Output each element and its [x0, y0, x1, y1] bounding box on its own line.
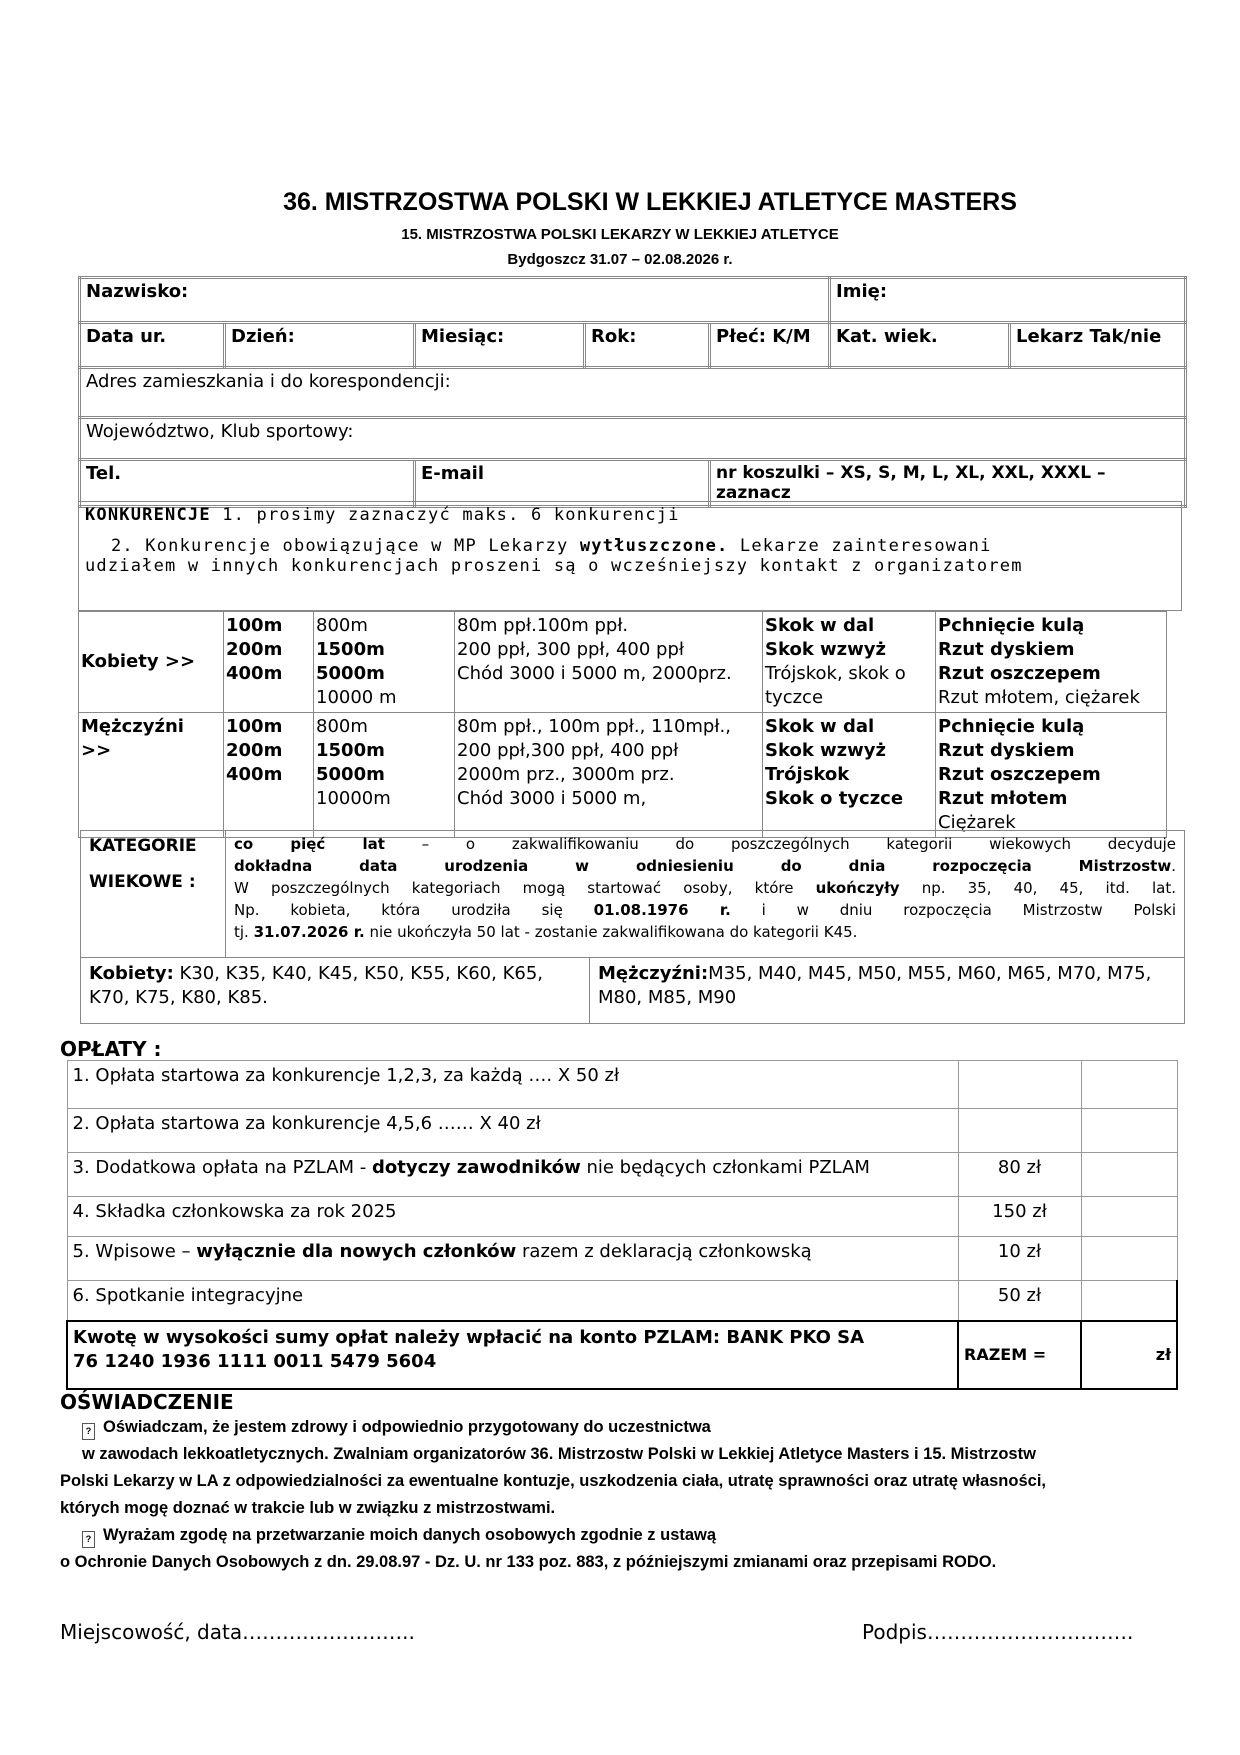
events-note-line1: 1. prosimy zaznaczyć maks. 6 konkurencji [210, 505, 680, 525]
sex-field[interactable]: Płeć: K/M [710, 323, 830, 368]
checkbox-icon[interactable]: ? [82, 1423, 95, 1440]
fee-row-6-amount: 50 zł [958, 1281, 1081, 1321]
phone-field[interactable]: Tel. [80, 460, 415, 507]
checkbox-icon[interactable]: ? [82, 1531, 95, 1548]
fee-row-2-amount[interactable] [958, 1109, 1081, 1153]
events-note-line2: 2. Konkurencje obowiązujące w MP Lekarzy [111, 536, 580, 556]
first-name-field[interactable]: Imię: [830, 278, 1186, 323]
fee-row-1: 1. Opłata startowa za konkurencje 1,2,3, za każdą …. X 50 zł [67, 1061, 958, 1109]
competitions-table [78, 611, 1167, 838]
women-label: Kobiety >> [79, 612, 224, 713]
fee-row-3-total[interactable] [1081, 1153, 1177, 1197]
men-jump-events[interactable]: Skok w dal Skok wzwyż Trójskok Skok o tyczce [763, 713, 936, 838]
declaration-heading: OŚWIADCZENIE [60, 1390, 234, 1414]
personal-data-table [78, 276, 1187, 508]
fees-table [66, 1060, 1178, 1390]
signature-field[interactable]: Podpis…………………………. [862, 1620, 1134, 1644]
fee-row-5-total[interactable] [1081, 1237, 1177, 1281]
total-label: RAZEM = [958, 1321, 1081, 1389]
fee-row-5: 5. Wpisowe – wyłącznie dla nowych członków razem z deklaracją członkowską [67, 1237, 958, 1281]
men-sprint-events[interactable]: 100m 200m 400m [224, 713, 314, 838]
category-lists-table [80, 957, 1185, 1024]
club-field[interactable]: Województwo, Klub sportowy: [80, 418, 1186, 460]
fee-row-6: 6. Spotkanie integracyjne [67, 1281, 958, 1321]
birth-date-label: Data ur. [80, 323, 225, 368]
women-distance-events[interactable]: 800m 1500m 5000m 10000 m [314, 612, 455, 713]
women-hurdles-walk-events[interactable]: 80m ppł.100m ppł. 200 ppł, 300 ppł, 400 ppł Chód 3000 i 5000 m, 2000prz. [455, 612, 763, 713]
surname-field[interactable]: Nazwisko: [80, 278, 830, 323]
fee-row-6-total[interactable] [1081, 1281, 1177, 1321]
fee-row-1-amount[interactable] [958, 1061, 1081, 1109]
fee-row-4-amount: 150 zł [958, 1197, 1081, 1237]
page-subtitle: 15. MISTRZOSTWA POLSKI LEKARZY W LEKKIEJ ATLETYCE [401, 226, 839, 243]
age-categories-table [80, 830, 1185, 958]
events-note-bold: wytłuszczone. [579, 536, 729, 556]
events-heading: KONKURENCJE [85, 505, 211, 525]
fee-row-4: 4. Składka członkowska za rok 2025 [67, 1197, 958, 1237]
bank-account-info: Kwotę w wysokości sumy opłat należy wpłacić na konto PZLAM: BANK PKO SA 76 1240 1936 1111 0011 5479 5604 [67, 1321, 958, 1389]
men-throw-events[interactable]: Pchnięcie kulą Rzut dyskiem Rzut oszczepem Rzut młotem Ciężarek [936, 713, 1167, 838]
total-field[interactable]: zł [1081, 1321, 1177, 1389]
women-throw-events[interactable]: Pchnięcie kulą Rzut dyskiem Rzut oszczepem Rzut młotem, ciężarek [936, 612, 1167, 713]
fee-row-2: 2. Opłata startowa za konkurencje 4,5,6 …… X 40 zł [67, 1109, 958, 1153]
age-categories-rules: co pięć lat – o zakwalifikowaniu do poszczególnych kategorii wiekowych decyduje dokładna data urodzenia w odniesieniu do dnia rozpoczęcia Mistrzostw. W poszczególnych kategoriach mogą startować osoby, które ukończyły np. 35, 40, 45, itd. lat. Np. kobieta, która urodziła się 01.08.1976 r. i w dniu rozpoczęcia Mistrzostw Polski tj. 31.07.2026 r. nie ukończyła 50 lat - zostanie zakwalifikowana do kategorii K45. [226, 831, 1185, 958]
women-jump-events[interactable]: Skok w dal Skok wzwyż Trójskok, skok o tyczce [763, 612, 936, 713]
year-field[interactable]: Rok: [585, 323, 710, 368]
men-distance-events[interactable]: 800m 1500m 5000m 10000m [314, 713, 455, 838]
doctor-field[interactable]: Lekarz Tak/nie [1010, 323, 1186, 368]
women-categories: Kobiety: K30, K35, K40, K45, K50, K55, K60, K65, K70, K75, K80, K85. [81, 958, 590, 1024]
men-label: Mężczyźni >> [79, 713, 224, 838]
men-hurdles-walk-events[interactable]: 80m ppł., 100m ppł., 110mpł., 200 ppł,300 ppł, 400 ppł 2000m prz., 3000m prz. Chód 3000 i 5000 m, [455, 713, 763, 838]
page-title: 36. MISTRZOSTWA POLSKI W LEKKIEJ ATLETYCE MASTERS [283, 188, 1017, 216]
men-categories: Mężczyźni:M35, M40, M45, M50, M55, M60, M65, M70, M75, M80, M85, M90 [590, 958, 1185, 1024]
shirt-size-field[interactable]: nr koszulki – XS, S, M, L, XL, XXL, XXXL – zaznacz [710, 460, 1186, 507]
fee-row-1-total[interactable] [1081, 1061, 1177, 1109]
event-place-date: Bydgoszcz 31.07 – 02.08.2026 r. [507, 251, 733, 268]
women-sprint-events[interactable]: 100m 200m 400m [224, 612, 314, 713]
fees-heading: OPŁATY : [60, 1037, 162, 1061]
place-date-field[interactable]: Miejscowość, data…………………….. [60, 1620, 415, 1644]
events-note [78, 501, 1182, 611]
fee-row-5-amount: 10 zł [958, 1237, 1081, 1281]
email-field[interactable]: E-mail [415, 460, 710, 507]
day-field[interactable]: Dzień: [225, 323, 415, 368]
declaration-text: ? Oświadczam, że jestem zdrowy i odpowiednio przygotowany do uczestnictwa w zawodach lekkoatletycznych. Zwalniam organizatorów 36. Mistrzostw Polski w Lekkiej Atletyce Masters i 15. Mistrzostw Polski Lekarzy w LA z odpowiedzialności za ewentualne kontuzje, uszkodzenia ciała, utratę sprawności oraz utratę własności, których mogę doznać w trakcie lub w związku z mistrzostwami. ? Wyrażam zgodę na przetwarzanie moich danych osobowych zgodnie z ustawą o Ochronie Danych Osobowych z dn. 29.08.97 - Dz. U. nr 133 poz. 883, z późniejszymi zmianami oraz przepisami RODO. [60, 1418, 1046, 1571]
fee-row-3: 3. Dodatkowa opłata na PZLAM - dotyczy zawodników nie będących członkami PZLAM [67, 1153, 958, 1197]
fee-row-2-total[interactable] [1081, 1109, 1177, 1153]
age-category-field[interactable]: Kat. wiek. [830, 323, 1010, 368]
fee-row-4-total[interactable] [1081, 1197, 1177, 1237]
events-note-line3: udziałem w innych konkurencjach proszeni są o wcześniejszy kontakt z organizatorem [85, 556, 1023, 576]
month-field[interactable]: Miesiąc: [415, 323, 585, 368]
address-field[interactable]: Adres zamieszkania i do korespondencji: [80, 368, 1186, 418]
fee-row-3-amount: 80 zł [958, 1153, 1081, 1197]
age-categories-label: KATEGORIE WIEKOWE : [81, 831, 226, 958]
events-note-line2-end: Lekarze zainteresowani [728, 536, 992, 556]
